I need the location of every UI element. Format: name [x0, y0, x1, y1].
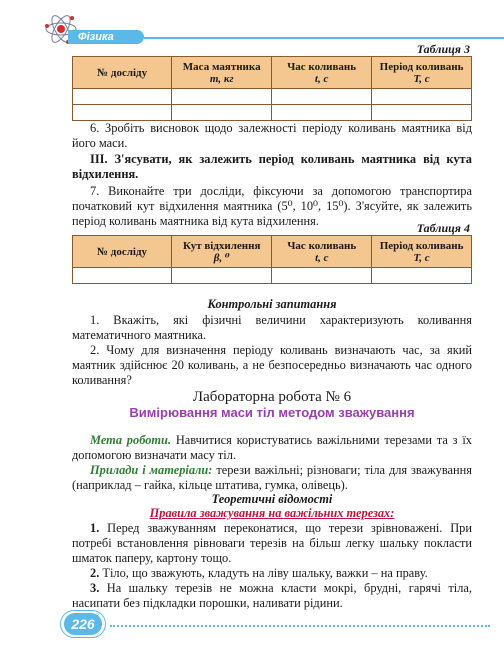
- header-divider: [144, 37, 504, 39]
- table-3-header-cell: Час коливань t, с: [272, 57, 372, 89]
- equipment-label: Прилади і матеріали:: [90, 463, 213, 477]
- footer-divider: [110, 625, 490, 627]
- rule-3-text: На шальку терезів не можна класти мокрі, брудні, гарячі тіла, насипати без підкладки порошки, наливати рідини.: [72, 581, 472, 610]
- paragraph-7: 7. Виконайте три досліди, фіксуючи за допомогою транспортира початковий кут відхилення маятника (5⁰, 10⁰, 15⁰). З'ясуйте, як залежить період коливань маятника від кута відхилення.: [72, 184, 472, 228]
- goal-label: Мета роботи.: [90, 433, 172, 447]
- table-cell: [272, 268, 372, 284]
- control-question-1: 1. Вкажіть, які фізичні величини характеризують коливання математичного маятника.: [72, 313, 472, 342]
- section-3-heading: ІІІ. З'ясувати, як залежить період коливань маятника від кута відхилення.: [72, 152, 472, 181]
- equipment-text: терези важільні; різноваги; тіла для зважування (наприклад – гайка, кільце штатива, гумка, олівець).: [72, 463, 473, 492]
- table-3-header-cell: Маса маятника m, кг: [172, 57, 272, 89]
- rules-title: Правила зважування на важільних терезах:: [149, 506, 395, 520]
- table-cell: [172, 268, 272, 284]
- page-number: 226: [64, 613, 102, 635]
- table-cell: [73, 105, 172, 121]
- lab-goal: [72, 433, 472, 463]
- table-cell: [272, 105, 372, 121]
- rules-title-row: [72, 506, 472, 521]
- rule-3-number: 3.: [90, 581, 100, 595]
- rule-1-text: Перед зважуванням переконатися, що терези зрівноважені. При потребі встановлення рівноваги терезів на більш легку шальку покласти шматок паперу, картону тощо.: [72, 521, 472, 565]
- control-question-2: 2. Чому для визначення періоду коливань визначають час, за який маятник здійснює 20 коливань, а не безпосередньо визначають час одного коливання?: [72, 343, 472, 387]
- table-cell: [272, 89, 372, 105]
- lab-equipment: [72, 463, 472, 493]
- table-3-header-cell: Період коливань T, с: [372, 57, 472, 89]
- rule-2-text: Тіло, що зважують, кладуть на ліву шальку, важки – на праву.: [99, 566, 428, 580]
- table-4-caption: Таблиця 4: [416, 221, 470, 235]
- table-cell: [172, 89, 272, 105]
- theory-title: Теоретичні відомості: [211, 492, 333, 506]
- table-4-header-cell: Кут відхилення β, ⁰: [172, 236, 272, 268]
- goal-text: Навчитися користуватись важільними терезами та з їх допомогою визначати масу тіл.: [72, 433, 472, 462]
- table-4-header-cell: Період коливань T, с: [372, 236, 472, 268]
- table-3-header-cell: № досліду: [73, 57, 172, 89]
- table-cell: [372, 89, 472, 105]
- rule-2-number: 2.: [90, 566, 100, 580]
- rule-1-number: 1.: [90, 521, 100, 535]
- subject-tab: Фізика: [68, 30, 144, 44]
- rule-3: [72, 581, 472, 611]
- table-4: [72, 235, 472, 284]
- table-cell: [172, 105, 272, 121]
- lab-title: Лабораторна робота № 6: [192, 389, 352, 405]
- table-4-header-cell: Час коливань t, с: [272, 236, 372, 268]
- paragraph-6: 6. Зробіть висновок щодо залежності періоду коливань маятника від його маси.: [72, 121, 472, 150]
- control-questions-title: Контрольні запитання: [207, 297, 337, 311]
- lab-subtitle: Вимірювання маси тіл методом зважування: [129, 405, 415, 420]
- table-3-caption: Таблиця 3: [416, 42, 470, 56]
- table-cell: [73, 89, 172, 105]
- table-3: [72, 56, 472, 121]
- table-cell: [372, 268, 472, 284]
- table-4-header-cell: № досліду: [73, 236, 172, 268]
- table-cell: [372, 105, 472, 121]
- rule-2: [72, 566, 472, 581]
- table-cell: [73, 268, 172, 284]
- rule-1: [72, 521, 472, 566]
